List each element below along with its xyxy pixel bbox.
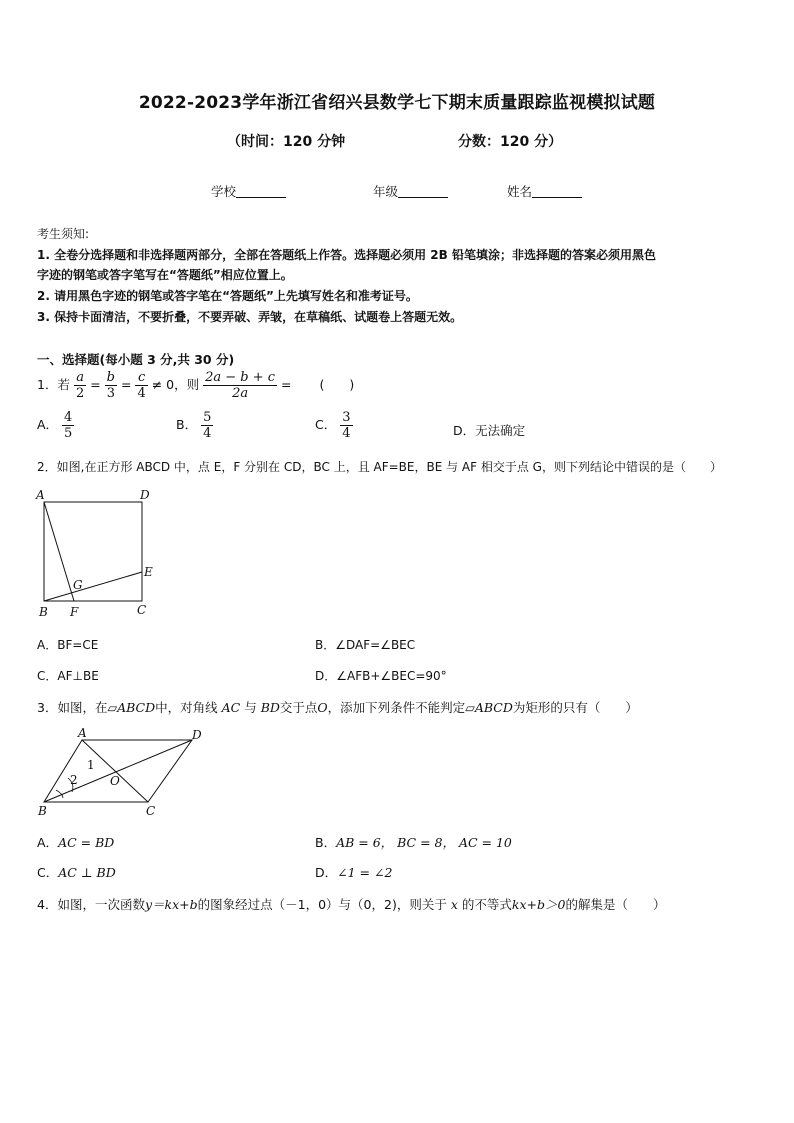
label-b: B bbox=[39, 605, 48, 619]
grade-field[interactable] bbox=[373, 182, 448, 200]
q3-option-a[interactable] bbox=[37, 833, 114, 851]
q3-part-9: ABCD bbox=[474, 700, 513, 715]
q2-square-figure bbox=[30, 485, 170, 620]
q1-fraction-c bbox=[135, 370, 147, 401]
q2-option-d[interactable] bbox=[315, 667, 447, 684]
parallelogram-icon: ▱ bbox=[107, 700, 118, 715]
q1-eq2: = bbox=[120, 377, 132, 392]
question-2: 2．如图,在正方形 ABCD 中，点 E，F 分别在 CD，BC 上，且 AF=BE，BE 与 AF 相交于点 G，则下列结论中错误的是（ ） bbox=[37, 460, 722, 474]
q2-option-c-label: C． bbox=[37, 669, 58, 683]
notice-line-3: 2. 请用黑色字迹的钢笔或答字笔在“答题纸”上先填写姓名和准考证号。 bbox=[37, 289, 418, 303]
q3-option-d-label: D． bbox=[315, 865, 338, 880]
q1-f4-den: 2a bbox=[232, 386, 249, 401]
label-angle-1: 1 bbox=[87, 758, 95, 772]
q3-part-8: ，添加下列条件不能判定 bbox=[327, 700, 466, 715]
notice-line-2: 字迹的钢笔或答字笔写在“答题纸”相应位置上。 bbox=[37, 268, 293, 282]
q2-option-d-label: D． bbox=[315, 669, 337, 683]
question-3 bbox=[37, 698, 638, 716]
q2-option-b-label: B． bbox=[315, 638, 336, 652]
notice-heading: 考生须知: bbox=[37, 227, 90, 241]
q1-oa-den: 5 bbox=[64, 426, 73, 441]
q1-f3-den: 4 bbox=[137, 386, 146, 401]
q1-f3-num: c bbox=[135, 370, 147, 386]
q3-part-4: 与 bbox=[244, 700, 257, 715]
q3-option-a-text: AC = BD bbox=[58, 835, 115, 850]
question-1 bbox=[37, 370, 354, 401]
q2-option-c-text: AF⊥BE bbox=[57, 669, 99, 683]
q4-part-6: 的解集是（ ） bbox=[565, 897, 666, 912]
q2-option-b[interactable] bbox=[315, 636, 415, 653]
q1-option-a-label: A． bbox=[37, 417, 59, 432]
label-d: D bbox=[140, 488, 150, 502]
q3-part-1: ABCD bbox=[117, 700, 156, 715]
segment-be bbox=[44, 572, 142, 601]
q1-option-b-label: B． bbox=[176, 417, 198, 432]
q1-oc-num: 3 bbox=[342, 410, 351, 425]
q1-eq1: = bbox=[90, 377, 101, 392]
name-field[interactable] bbox=[507, 182, 582, 200]
q2-option-c[interactable] bbox=[37, 667, 99, 684]
q3-option-c-text: AC ⊥ BD bbox=[58, 865, 116, 880]
name-label: 姓名 bbox=[507, 184, 533, 199]
label-angle-2: 2 bbox=[70, 773, 78, 787]
q1-option-c-label: C． bbox=[315, 417, 337, 432]
school-label: 学校 bbox=[211, 184, 237, 199]
q3-option-a-label: A． bbox=[37, 835, 59, 850]
q3-part-10: 为矩形的只有（ ） bbox=[512, 700, 638, 715]
q3-part-6: 交于点 bbox=[279, 700, 318, 715]
exam-score: 分数：120 分） bbox=[458, 134, 563, 150]
q3-part-3: AC bbox=[221, 700, 241, 715]
exam-title: 2022-2023学年浙江省绍兴县数学七下期末质量跟踪监视模拟试题 bbox=[138, 93, 656, 113]
label-c: C bbox=[137, 603, 147, 617]
q3-option-c[interactable] bbox=[37, 863, 116, 881]
q3-parallelogram-figure bbox=[30, 722, 210, 822]
q3-part-5: BD bbox=[260, 700, 280, 715]
label-c: C bbox=[146, 804, 156, 818]
q4-part-3: x bbox=[450, 897, 458, 912]
q1-f2-num: b bbox=[106, 370, 115, 385]
q1-option-a[interactable] bbox=[37, 410, 74, 441]
q1-option-c-fraction bbox=[340, 410, 352, 441]
q3-part-0: 3．如图，在 bbox=[37, 700, 108, 715]
q2-option-a[interactable] bbox=[37, 636, 98, 653]
label-e: E bbox=[144, 565, 153, 579]
notice-line-4: 3. 保持卡面清洁，不要折叠，不要弄破、弄皱，在草稿纸、试题卷上答题无效。 bbox=[37, 310, 463, 324]
q3-option-d[interactable] bbox=[315, 863, 392, 881]
q3-option-d-text: ∠1 = ∠2 bbox=[337, 865, 393, 880]
label-o: O bbox=[110, 774, 120, 788]
q3-part-2: 中，对角线 bbox=[155, 700, 218, 715]
q1-answer-paren: ( ) bbox=[319, 377, 355, 392]
label-a: A bbox=[36, 488, 45, 502]
q4-part-5: kx+b＞0 bbox=[511, 897, 566, 912]
label-g: G bbox=[73, 578, 83, 592]
q4-part-1: y＝kx+b bbox=[144, 897, 198, 912]
segment-af bbox=[44, 502, 74, 601]
q1-fraction-expr bbox=[203, 370, 277, 401]
q1-tail: = bbox=[281, 377, 292, 392]
q1-option-a-fraction bbox=[62, 410, 74, 441]
q4-part-2: 的图象经过点（－1，0）与（0，2)，则关于 bbox=[197, 897, 447, 912]
q2-option-a-label: A． bbox=[37, 638, 58, 652]
q4-part-0: 4．如图，一次函数 bbox=[37, 897, 145, 912]
q1-neq: ≠ 0，则 bbox=[151, 377, 200, 392]
q1-option-b-fraction bbox=[201, 410, 213, 441]
q1-oa-num: 4 bbox=[64, 410, 73, 425]
q4-part-4: 的不等式 bbox=[461, 897, 512, 912]
parallelogram-icon-2: ▱ bbox=[465, 700, 475, 715]
q1-fraction-b bbox=[105, 370, 117, 401]
q1-fraction-a bbox=[74, 370, 86, 401]
q1-f1-den: 2 bbox=[75, 386, 85, 401]
question-4 bbox=[37, 895, 665, 913]
q1-f1-num: a bbox=[74, 370, 86, 386]
label-b: B bbox=[38, 804, 47, 818]
q3-option-c-label: C． bbox=[37, 865, 59, 880]
q1-option-d[interactable] bbox=[453, 421, 525, 439]
grade-label: 年级 bbox=[373, 184, 399, 199]
q1-ob-den: 4 bbox=[203, 426, 212, 441]
q1-f4-num: 2a − b + c bbox=[205, 370, 276, 385]
q1-option-d-text: 无法确定 bbox=[475, 423, 526, 438]
section-heading: 一、选择题(每小题 3 分,共 30 分) bbox=[37, 352, 235, 367]
name-blank[interactable] bbox=[532, 185, 582, 198]
notice-line-1: 1. 全卷分选择题和非选择题两部分，全部在答题纸上作答。选择题必须用 2B 铅笔填涂；非选择题的答案必须用黑色 bbox=[37, 248, 656, 262]
q3-part-7: O bbox=[317, 700, 328, 715]
school-blank[interactable] bbox=[236, 185, 286, 198]
label-d: D bbox=[192, 728, 202, 742]
q1-ob-num: 5 bbox=[203, 410, 212, 425]
q3-option-b-text: AB = 6， BC = 8， AC = 10 bbox=[336, 835, 512, 850]
label-a: A bbox=[78, 726, 87, 740]
q1-option-c[interactable] bbox=[315, 410, 353, 441]
q3-option-b[interactable] bbox=[315, 833, 512, 851]
exam-time: （时间：120 分钟 bbox=[227, 134, 346, 150]
q1-option-d-label: D． bbox=[453, 423, 476, 438]
q1-oc-den: 4 bbox=[342, 426, 351, 441]
q2-option-b-text: ∠DAF=∠BEC bbox=[335, 638, 416, 652]
q2-option-d-text: ∠AFB+∠BEC=90° bbox=[336, 669, 447, 683]
label-f: F bbox=[70, 605, 79, 619]
q1-prefix: 1．若 bbox=[37, 377, 70, 392]
q1-option-b[interactable] bbox=[176, 410, 213, 441]
q3-option-b-label: B． bbox=[315, 835, 337, 850]
q2-option-a-text: BF=CE bbox=[57, 638, 99, 652]
grade-blank[interactable] bbox=[398, 185, 448, 198]
school-field[interactable] bbox=[211, 182, 286, 200]
q1-f2-den: 3 bbox=[106, 386, 115, 401]
